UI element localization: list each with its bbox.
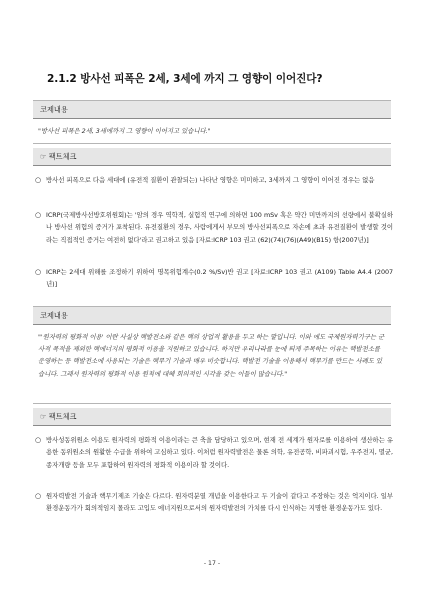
bullet-text: 원자력발전 기술과 핵무기제조 기술은 다르다. 원자력분열 개념을 이용한다고 두 기술이 같다고 주장하는 것은 억지이다. 일부 환경운동가가 회의적임지 몰라도 고입도 에너지원으로서의 원자력발전의 가치를 다시 인식하는 지명한 환경운동가도 있다.	[46, 492, 393, 513]
bullet-mark: ○	[35, 436, 42, 444]
bullet-mark: ○	[35, 176, 42, 184]
bullet-text: ICRP(국제방사선방호위원회)는 '암의 경우 역학적, 실험적 연구에 의하면 100 mSv 혹은 약간 미만까지의 선량에서 불확실하나 방사선 위험의 증거가 포착된다. 유전질환의 경우, 사람에게서 부모의 방사선피폭으로 자손에 초과 유전질환이 발생할 것이라는 직접적인 증거는 여전히 없다'라고 권고하고 있음 [자료:ICRP 103 권고 (62)(74)(76)(A49)(B15) 항(2007년)]	[46, 211, 393, 244]
bullet-mark: ○	[35, 211, 42, 219]
page-number: - 17 -	[203, 560, 221, 567]
section-title: 2.1.2 방사선 피폭은 2세, 3세에 까지 그 영향이 이어진다?	[47, 73, 323, 85]
claim-quote: "방사선 피폭은 2세, 3세에까지 그 영향이 이어지고 있습니다."	[38, 127, 211, 135]
divider	[33, 403, 391, 404]
bullet-text: 방사선 피폭으로 다음 세대에 (유전적 질환이 관찰되는) 나타난 영향은 미미하고, 3세까지 그 영향이 이어진 경우는 없음	[46, 176, 375, 184]
divider	[33, 165, 391, 166]
divider	[33, 143, 391, 144]
divider	[33, 118, 391, 119]
divider	[33, 425, 391, 426]
factcheck-bullet	[33, 434, 393, 471]
factcheck-bullet	[33, 174, 393, 186]
factcheck-bullet	[33, 490, 393, 515]
bullet-text: ICRP는 2세대 위해를 조정하기 위하여 명목위험계수(0.2 %/Sv)반 권고 [자료:ICRP 103 권고 (A109) Table A4.4 (2007년)]	[46, 268, 393, 289]
bullet-mark: ○	[35, 268, 42, 276]
bullet-mark: ○	[35, 492, 42, 500]
factcheck-label: ☞ 팩트체크	[33, 408, 391, 425]
claim-quote: "'원자력의 평화적 이용' 이란 사실상 핵발전소와 같은 핵의 상업적 활용을 두고 하는 말입니다. 이와 에도 국제원자력기구는 군사적 목적을 제외한 핵에너지의 평화적 이용을 지원하고 있습니다. 하지만 우리나라를 눈에 띄게 주목하는 이유는 핵발전소를 운영하는 등 핵발전소에 사용되는 기술은 핵무기 기술과 매우 비슷합니다. 핵발전 기술을 이용해서 핵무기를 만드는 사례도 있습니다. 그래서 원자력의 평화적 이용 원칙에 대해 회의적인 시각을 갖는 이들이 많습니다."	[38, 333, 385, 378]
factcheck-bullet	[33, 266, 393, 291]
claim-label: 코제내용	[33, 307, 391, 324]
factcheck-bullet	[33, 209, 393, 246]
factcheck-label: ☞ 팩트체크	[33, 148, 391, 165]
claim-label: 코제내용	[33, 101, 391, 118]
divider	[33, 324, 391, 325]
bullet-text: 방사성동위원소 이용도 원자력의 평화적 이용이라는 큰 축을 담당하고 있으며, 현재 전 세계가 원자로를 이용하여 생산하는 유용한 동위원소의 원활한 수급을 위하여 고심하고 있다. 이처럼 원자력발전은 물론 의학, 유전공학, 비파괴시험, 우주전지, 멸균, 종자개량 등을 모두 포함하여 원자력의 평화적 이용이라 할 것이다.	[46, 436, 393, 469]
